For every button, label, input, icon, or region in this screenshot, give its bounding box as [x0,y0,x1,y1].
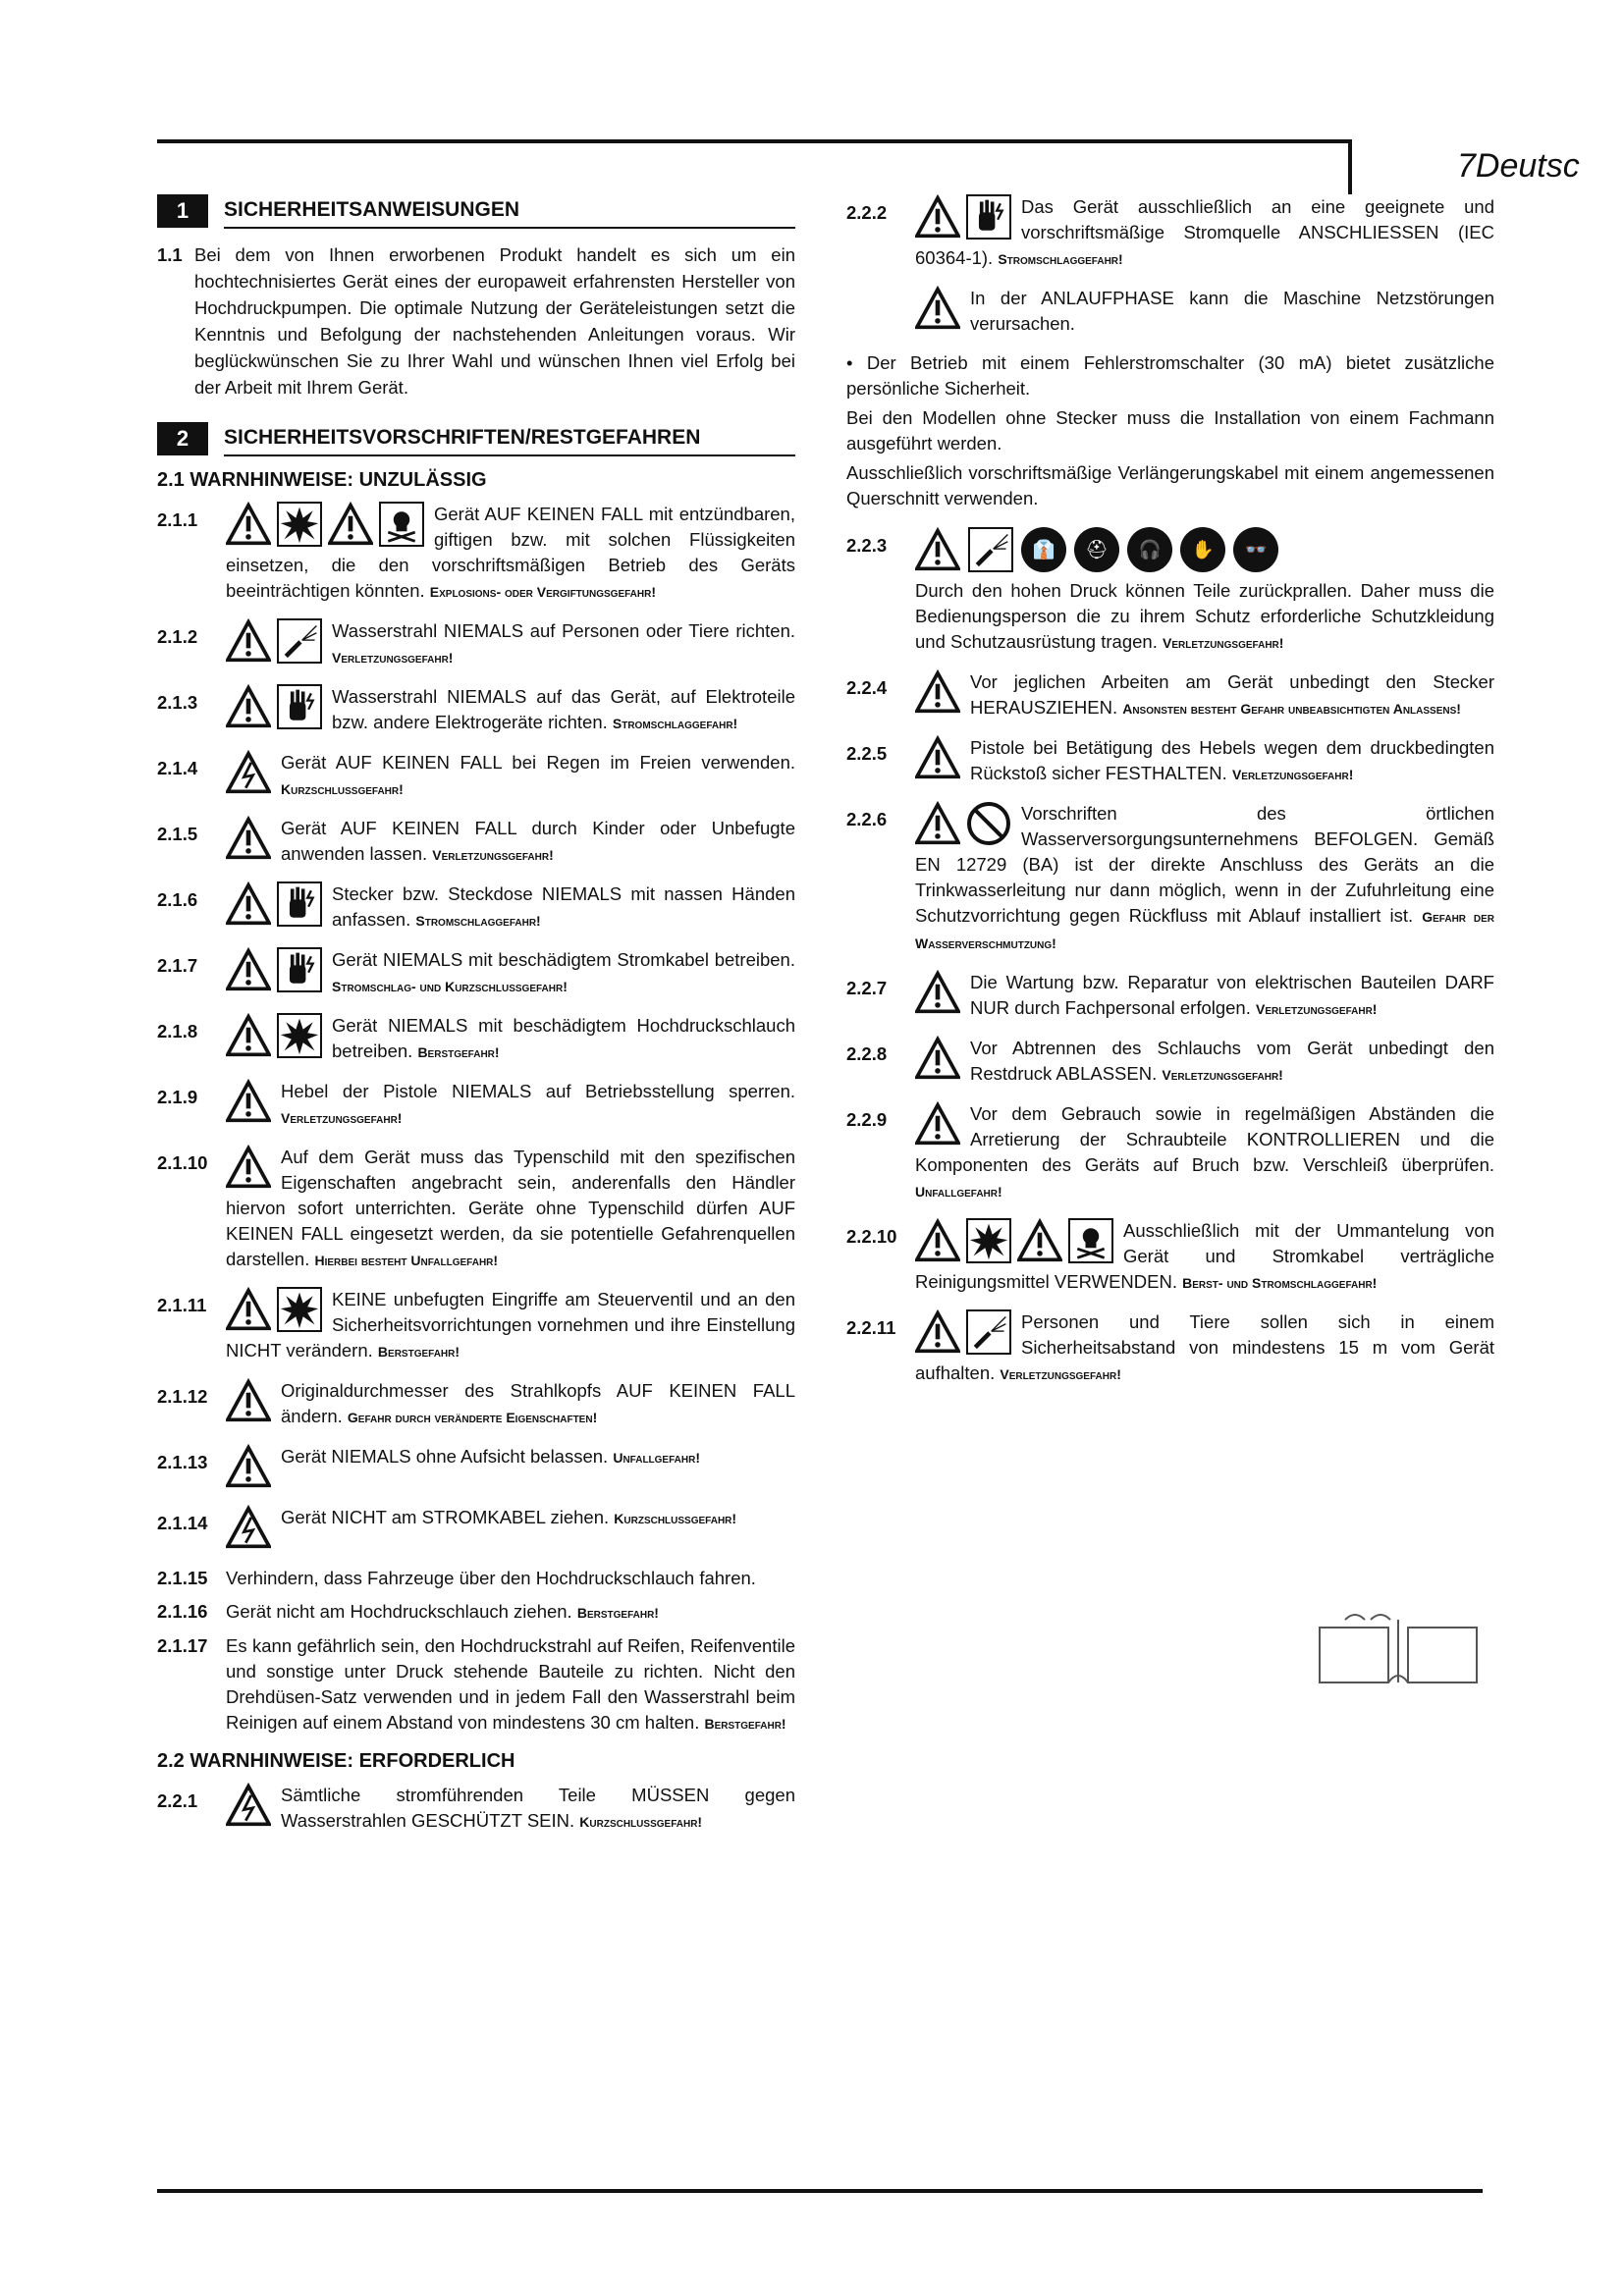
warning-item [157,1079,795,1131]
warning-item [846,1309,1494,1387]
plain-text [846,460,1494,511]
item-text: Hebel der Pistole NIEMALS auf Betriebsstellung sperren. [281,1081,795,1101]
danger-label: Berstgefahr! [377,1344,460,1360]
item-text: Es kann gefährlich sein, den Hochdruckstrahl auf Reifen, Reifenventile und sonstige unter Druck stehende Bauteile zu richten. Nicht den Drehdüsen-Satz verwenden und in jedem Fall den Wasserstrahl beim Reinigen auf einem Abstand von mindestens 30 cm halten. [226,1635,795,1733]
warning-item [157,684,795,736]
warning-triangle-icon [226,1378,271,1423]
item-number: 2.1.5 [157,824,198,844]
item-number: 2.1.12 [157,1386,208,1407]
item-number: 2.1.9 [157,1087,198,1107]
item-text: Gerät AUF KEINEN FALL mit entzündbaren, giftigen bzw. mit solchen Flüssigkeiten einsetzen, die den vorschriftsmäßigen Betrieb des Geräts beeinträchtigen könnten. [226,504,795,601]
danger-label: Verletzungsgefahr! [1256,1001,1378,1017]
item-text: Vor jeglichen Arbeiten am Gerät unbedingt den Stecker HERAUSZIEHEN. [970,671,1494,718]
danger-label: Verletzungsgefahr! [432,847,554,863]
no-drinking-water-icon [966,801,1011,846]
cable-text: Ausschließlich vorschriftsmäßige Verlängerungskabel mit einem angemessenen Querschnitt verwenden. [846,462,1494,508]
item-text: Durch den hohen Druck können Teile zurückprallen. Daher muss die Bedienungsperson die zu ihrem Schutz erforderliche Schutzkleidung und Schutzausrüstung tragen. [915,580,1494,652]
warning-item [157,1505,795,1552]
item-number: 2.2.3 [846,535,888,556]
ear-protection-icon: 🎧 [1127,527,1172,572]
danger-label: Stromschlaggefahr! [998,251,1123,267]
item-text: Vor dem Gebrauch sowie in regelmäßigen Abständen die Arretierung der Schraubteile KONTROLLIEREN und die Komponenten des Geräts auf Bruch bzw. Verschleiß überprüfen. [915,1103,1494,1175]
warning-triangle-icon [226,1079,271,1124]
warning-item [846,735,1494,787]
water-jet-icon [966,1309,1011,1355]
subsection-heading: 2.2 WARNHINWEISE: ERFORDERLICH [157,1750,515,1772]
item-number: 2.1.3 [157,692,198,713]
warning-triangle-icon [915,1101,960,1147]
warning-triangle-icon [915,669,960,715]
item-text: Wasserstrahl NIEMALS auf das Gerät, auf Elektroteile bzw. andere Elektrogeräte richten. [332,686,795,732]
warning-item [846,970,1494,1022]
warning-item [157,816,795,868]
danger-label: Gefahr durch veränderte Eigenschaften! [347,1410,598,1425]
item-text: Stecker bzw. Steckdose NIEMALS mit nassen Händen anfassen. [332,883,795,930]
item-number: 2.2.7 [846,978,888,998]
warning-triangle-icon [915,801,960,846]
item-number: 2.1.16 [157,1601,208,1622]
plug-text: Bei den Modellen ohne Stecker muss die Installation von einem Fachmann ausgeführt werden. [846,407,1494,454]
danger-label: Unfallgefahr! [915,1184,1002,1200]
item-number: 2.2.2 [846,202,888,223]
bullet-text: Der Betrieb mit einem Fehlerstromschalter (30 mA) bietet zusätzliche persönliche Sicherheit. [846,352,1494,399]
item-text: Gerät NIEMALS mit beschädigtem Stromkabel betreiben. [332,949,795,970]
warning-item [157,1378,795,1430]
warning-item [157,1566,795,1591]
danger-label: Unfallgefahr! [613,1450,700,1466]
explosion-icon [277,1287,322,1332]
item-text: Originaldurchmesser des Strahlkopfs AUF KEINEN FALL ändern. [281,1380,795,1426]
item-text: Gerät NICHT am STROMKABEL ziehen. [281,1507,610,1527]
subsection-heading: 2.1 WARNHINWEISE: UNZULÄSSIG [157,469,487,491]
item-text: Gerät NIEMALS mit beschädigtem Hochdruckschlauch betreiben. [332,1015,795,1061]
para-number: 1.1 [157,244,183,265]
warning-item [846,1101,1494,1204]
water-jet-icon [277,618,322,664]
danger-label: Verletzungsgefahr! [281,1110,403,1126]
item-text: KEINE unbefugten Eingriffe am Steuerventil und an den Sicherheitsvorrichtungen vornehmen und ihre Einstellung NICHT verändern. [226,1289,795,1361]
danger-label: Verletzungsgefahr! [1162,635,1284,651]
electric-hand-icon [966,194,1011,240]
danger-label: Berstgefahr! [704,1716,786,1732]
danger-label: Stromschlag- und Kurzschlussgefahr! [332,979,568,994]
goggles-icon: 👓 [1233,527,1278,572]
item-text: Ausschließlich mit der Ummantelung von Gerät und Stromkabel verträgliche Reinigungsmittel VERWENDEN. [915,1220,1494,1292]
item-text: Wasserstrahl NIEMALS auf Personen oder Tiere richten. [332,620,795,641]
warning-triangle-icon [328,502,373,547]
high-voltage-icon [226,750,271,795]
warning-triangle-icon [915,735,960,780]
electric-hand-icon [277,881,322,927]
electric-hand-icon [277,947,322,992]
item-text: Die Wartung bzw. Reparatur von elektrischen Bauteilen DARF NUR durch Fachpersonal erfolgen. [970,972,1494,1018]
item-number: 2.1.6 [157,889,198,910]
warning-item [846,669,1494,721]
item-number: 2.1.10 [157,1152,208,1173]
explosion-icon [277,502,322,547]
warning-triangle-icon [915,1036,960,1081]
danger-label: Kurzschlussgefahr! [281,781,404,797]
warning-item [846,527,1494,656]
item-number: 2.2.4 [846,677,888,698]
bullet-item: • Der Betrieb mit einem Fehlerstromschalter (30 mA) bietet zusätzliche persönliche Sicherheit. [846,352,1494,399]
warning-item [157,1633,795,1736]
intro-paragraph [157,241,795,400]
warning-triangle-icon [226,881,271,927]
warning-item [157,947,795,999]
warning-item [157,1599,795,1626]
startup-note: In der ANLAUFPHASE kann die Maschine Netzstörungen verursachen. [970,288,1494,334]
warning-triangle-icon [915,970,960,1015]
item-number: 2.1.8 [157,1021,198,1041]
danger-label: Verletzungsgefahr! [1000,1366,1121,1382]
bottom-rule [157,2189,1483,2193]
explosion-icon [966,1218,1011,1263]
item-text: Gerät NIEMALS ohne Aufsicht belassen. [281,1446,609,1467]
note-item [846,286,1494,337]
item-text: Gerät AUF KEINEN FALL bei Regen im Freien verwenden. [281,752,795,773]
para-text: Bei dem von Ihnen erworbenen Produkt handelt es sich um ein hochtechnisiertes Gerät eines der europaweit erfahrensten Hersteller von Hochdruckpumpen. Die optimale Nutzung der Geräteleistungen setzt die Kenntnis und Befolgung der nachstehenden Anleitungen voraus. Wir beglückwünschen Sie zu Ihrer Wahl und wünschen Ihnen viel Erfolg bei der Arbeit mit Ihrem Gerät. [194,244,795,398]
danger-label: Kurzschlussgefahr! [579,1814,703,1830]
left-column [157,194,795,1848]
warning-triangle-icon [226,684,271,729]
warning-item [157,750,795,802]
warning-triangle-icon [915,1218,960,1263]
danger-label: Berstgefahr! [576,1605,659,1621]
item-number: 2.2.8 [846,1043,888,1064]
danger-label: Kurzschlussgefahr! [614,1511,737,1526]
top-rule [157,139,1350,143]
open-book-icon [1316,1610,1481,1686]
item-number: 2.1.17 [157,1635,208,1656]
item-text: Personen und Tiere sollen sich in einem Sicherheitsabstand von mindestens 15 m vom Gerät aufhalten. [915,1311,1494,1383]
item-number: 2.1.4 [157,758,198,778]
right-column [846,194,1494,1401]
warning-triangle-icon [226,1287,271,1332]
section-1-header [157,194,795,228]
item-number: 2.1.7 [157,955,198,976]
item-number: 2.2.6 [846,809,888,829]
plain-text [846,405,1494,456]
toxic-skull-icon [1068,1218,1113,1263]
item-text: Vorschriften des örtlichen Wasserversorgungsunternehmens BEFOLGEN. Gemäß EN 12729 (BA) ist der direkte Anschluss des Geräts an die Trinkwasserleitung nur dann möglich, wenn in der Zufuhrleitung eine Schutzvorrichtung gegen Rückfluss mit Ablauf installiert ist. [915,803,1494,926]
item-number: 2.1.13 [157,1452,208,1472]
section-title: SICHERHEITSANWEISUNGEN [224,193,795,229]
item-number: 2.2.1 [157,1790,198,1811]
item-text: Gerät nicht am Hochdruckschlauch ziehen. [226,1601,572,1622]
warning-triangle-icon [226,618,271,664]
section-number: 1 [157,194,208,228]
item-text: Gerät AUF KEINEN FALL durch Kinder oder Unbefugte anwenden lassen. [281,818,795,864]
warning-triangle-icon [226,816,271,861]
item-number: 2.2.5 [846,743,888,764]
danger-label: Berst- und Stromschlaggefahr! [1182,1275,1378,1291]
warning-triangle-icon [1017,1218,1062,1263]
warning-triangle-icon [915,194,960,240]
top-rule-tick [1348,139,1352,194]
item-number: 2.1.2 [157,626,198,647]
warning-item [846,1036,1494,1088]
danger-label: Stromschlaggefahr! [612,716,738,731]
item-text: Auf dem Gerät muss das Typenschild mit den spezifischen Eigenschaften angebracht sein, anderenfalls den Händler hiervon sofort unterrichten. Geräte ohne Typenschild dürfen AUF KEINEN FALL eingesetzt werden, da sie potentielle Gefahrenquellen darstellen. [226,1147,795,1269]
high-voltage-icon [226,1505,271,1550]
danger-label: Gefahr der Wasserverschmutzung! [915,909,1495,951]
warning-item [846,1218,1494,1296]
toxic-skull-icon [379,502,424,547]
danger-label: Stromschlaggefahr! [415,913,541,929]
warning-item [157,1145,795,1273]
item-number: 2.2.9 [846,1109,888,1130]
warning-triangle-icon [915,1309,960,1355]
warning-triangle-icon [226,1444,271,1489]
electric-hand-icon [277,684,322,729]
gloves-icon: ✋ [1180,527,1225,572]
warning-triangle-icon [226,502,271,547]
protective-clothing-icon: 👔 [1021,527,1066,572]
item-number: 2.2.11 [846,1317,896,1338]
danger-label: Verletzungsgefahr! [1231,767,1354,782]
section-2-header [157,422,795,455]
explosion-icon [277,1013,322,1058]
item-text: Verhindern, dass Fahrzeuge über den Hochdruckschlauch fahren. [226,1568,756,1588]
item-number: 2.1.1 [157,509,198,530]
danger-label: Explosions- oder Vergiftungsgefahr! [429,584,657,600]
item-number: 2.2.10 [846,1226,897,1247]
warning-triangle-icon [915,286,960,331]
high-voltage-icon [226,1783,271,1828]
warning-item [846,194,1494,272]
warning-item [157,1287,795,1364]
danger-label: Verletzungsgefahr! [1162,1067,1283,1083]
warning-item [157,1783,795,1835]
danger-label: Berstgefahr! [417,1044,500,1060]
danger-label: Ansonsten besteht Gefahr unbeabsichtigten Anlassens! [1122,701,1461,717]
warning-item [157,618,795,670]
item-text: Vor Abtrennen des Schlauchs vom Gerät unbedingt den Restdruck ABLASSEN. [970,1038,1494,1084]
warning-item [157,881,795,934]
item-text: Sämtliche stromführenden Teile MÜSSEN gegen Wasserstrahlen GESCHÜTZT SEIN. [281,1785,795,1831]
item-number: 2.1.15 [157,1568,208,1588]
warning-item [157,502,795,605]
helmet-icon: ⛑ [1074,527,1119,572]
item-number: 2.1.14 [157,1513,208,1533]
warning-item [157,1013,795,1065]
danger-label: Hierbei besteht Unfallgefahr! [314,1253,499,1268]
warning-triangle-icon [226,1013,271,1058]
danger-label: Verletzungsgefahr! [332,650,454,666]
section-number: 2 [157,422,208,455]
section-title: SICHERHEITSVORSCHRIFTEN/RESTGEFAHREN [224,421,795,456]
item-text: Das Gerät ausschließlich an eine geeignete und vorschriftsmäßige Stromquelle ANSCHLIESSEN (IEC 60364-1). [915,196,1494,268]
warning-triangle-icon [226,947,271,992]
warning-item [157,1444,795,1491]
item-number: 2.1.11 [157,1295,207,1315]
warning-triangle-icon [915,527,960,572]
warning-item [846,801,1494,956]
item-text: Pistole bei Betätigung des Hebels wegen dem druckbedingten Rückstoß sicher FESTHALTEN. [970,737,1494,783]
page-header-label: 7Deutsc [1457,147,1580,185]
rebound-hazard-icon [968,527,1013,572]
warning-triangle-icon [226,1145,271,1190]
